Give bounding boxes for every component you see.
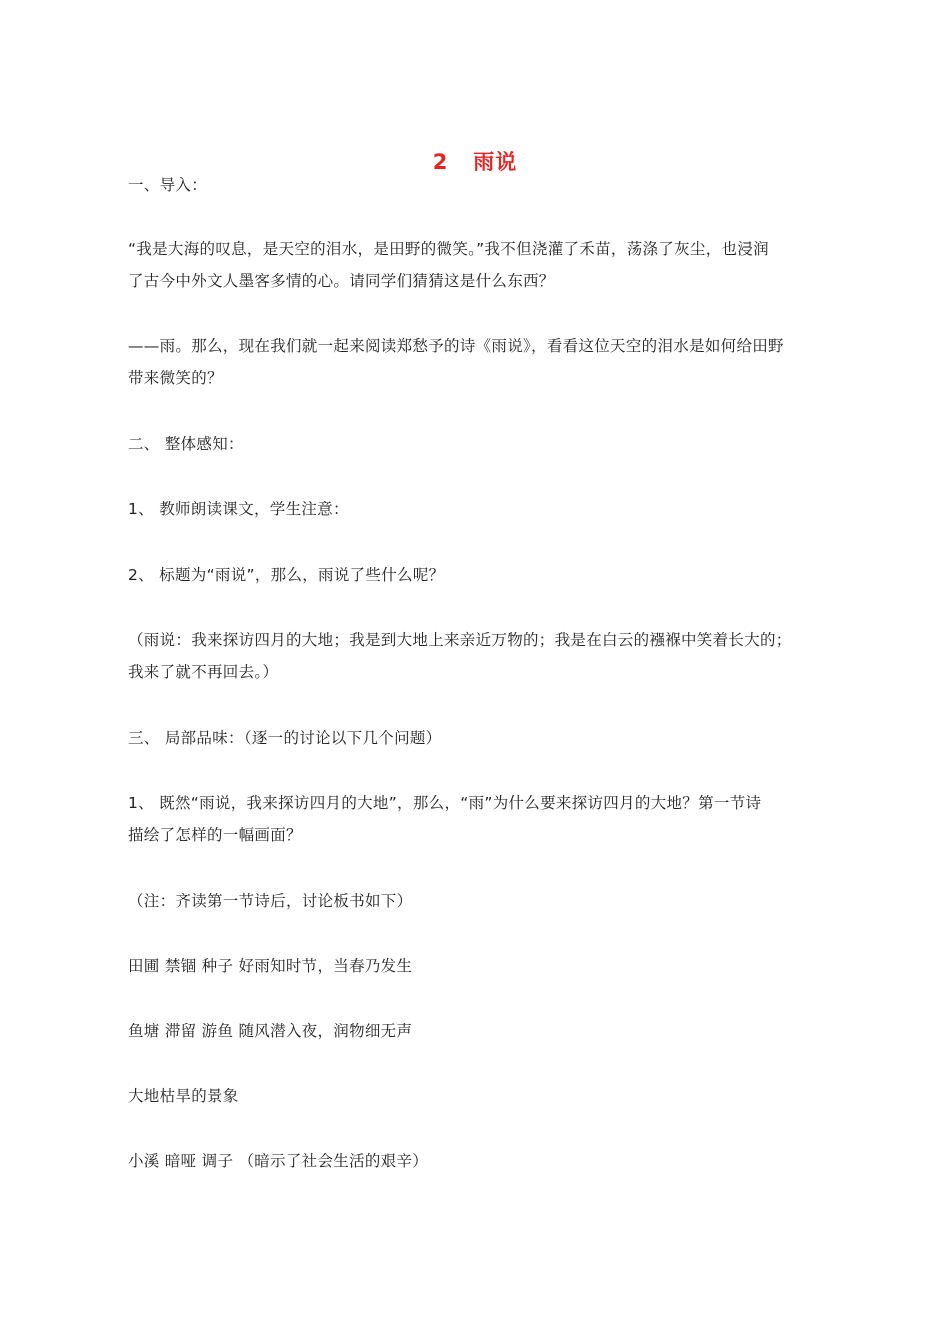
section-heading-overview: 二、 整体感知： — [128, 435, 244, 453]
paragraph-line: （雨说：我来探访四月的大地；我是到大地上来亲近万物的；我是在白云的襁褓中笑着长大的； — [128, 631, 792, 649]
paragraph-line: 带来微笑的？ — [128, 369, 223, 387]
board-note-line: 鱼塘 滞留 游鱼 随风潜入夜，润物细无声 — [128, 1022, 413, 1040]
paragraph-line: ——雨。那么，现在我们就一起来阅读郑愁予的诗《雨说》，看看这位天空的泪水是如何给田野 — [128, 337, 784, 355]
list-item: 1、 教师朗读课文，学生注意： — [128, 500, 349, 518]
board-note-line: 田圃 禁锢 种子 好雨知时节，当春乃发生 — [128, 957, 413, 975]
paragraph-line: 我来了就不再回去。） — [128, 663, 279, 681]
section-heading-analysis: 三、 局部品味：（逐一的讨论以下几个问题） — [128, 729, 442, 747]
paragraph-line: 描绘了怎样的一幅画面？ — [128, 826, 302, 844]
board-note-line: 小溪 暗哑 调子 （暗示了社会生活的艰辛） — [128, 1152, 429, 1170]
list-item: 1、 既然“雨说，我来探访四月的大地”，那么，“雨”为什么要来探访四月的大地？第一节诗 — [128, 794, 762, 812]
paragraph-line: “我是大海的叹息，是天空的泪水，是田野的微笑。”我不但浇灌了禾苗，荡涤了灰尘，也浸润 — [128, 240, 769, 258]
list-item: 2、 标题为“雨说”，那么，雨说了些什么呢？ — [128, 566, 445, 584]
section-heading-intro: 一、导入： — [128, 176, 208, 194]
paragraph-line: 了古今中外文人墨客多情的心。请同学们猜猜这是什么东西？ — [128, 272, 555, 290]
note-line: （注：齐读第一节诗后，讨论板书如下） — [128, 892, 413, 910]
title-number: 2 — [432, 150, 449, 174]
board-note-line: 大地枯旱的景象 — [128, 1087, 239, 1105]
title-text: 雨说 — [473, 150, 518, 174]
